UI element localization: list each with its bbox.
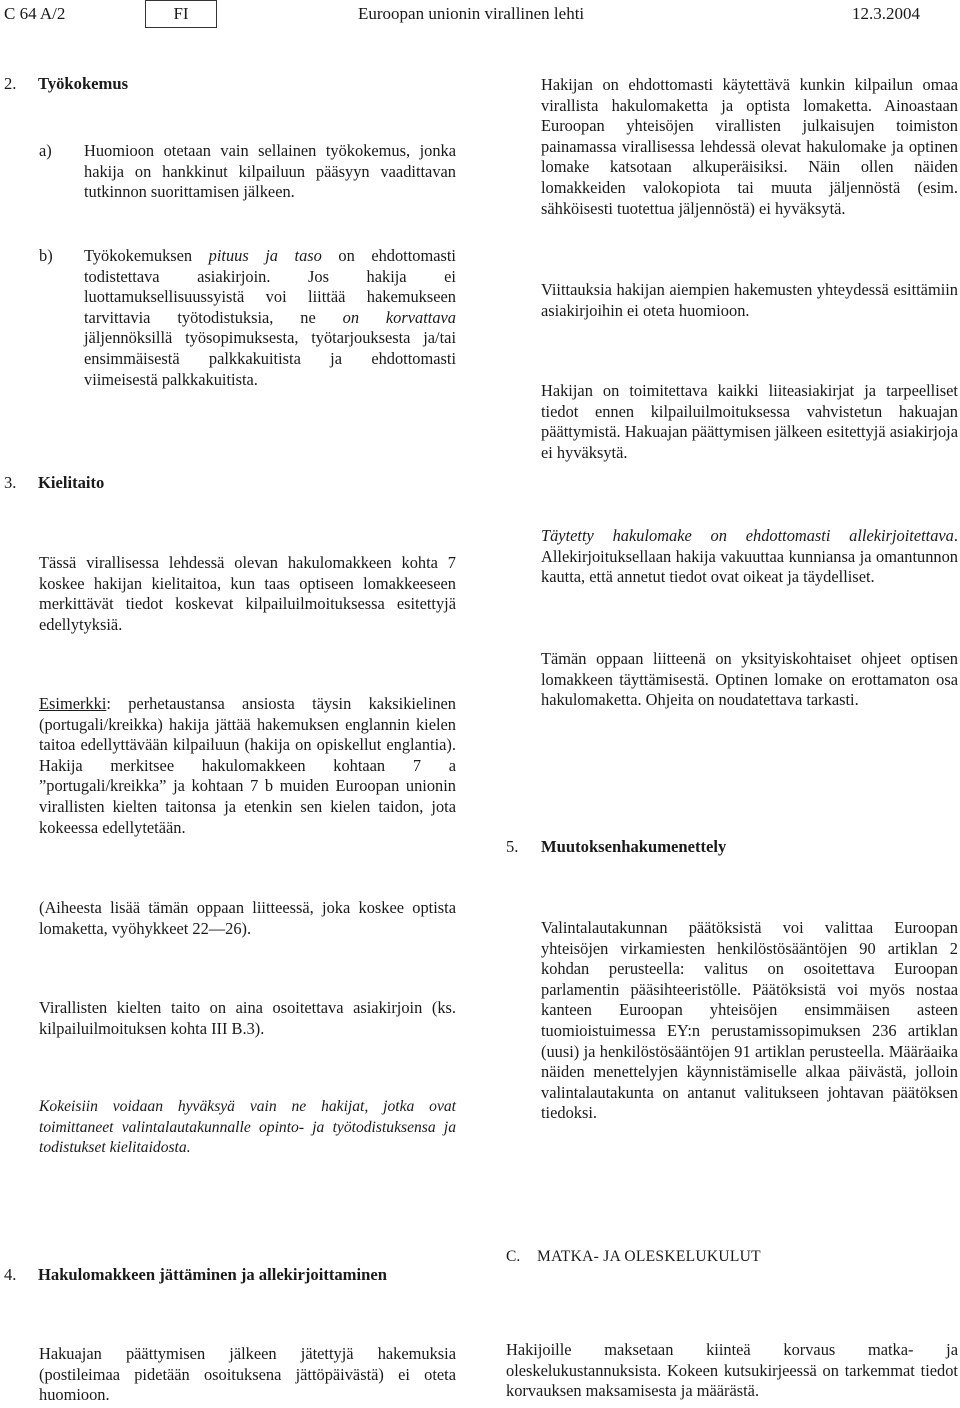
- page-reference: C 64 A/2: [4, 4, 66, 23]
- section-title: Työkokemus: [38, 74, 129, 93]
- paragraph: (Aiheesta lisää tämän oppaan liitteessä, joka koskee optista lomaketta, vyöhykkeet 22—26).: [39, 898, 456, 938]
- section-title: MATKA- JA OLESKELUKULUT: [537, 1248, 761, 1265]
- section-number: 4.: [4, 1265, 17, 1284]
- section-number: 5.: [506, 837, 519, 856]
- item-b-text: Työkokemuksen pituus ja taso on ehdottomasti todistettava asiakirjoin. Jos hakija ei luottamuksellisuussyistä voi liittää hakemukseen tarvittavia työtodistuksia, ne on korvattava jäljennöksillä työsopimuksesta, työtarjouksesta ja/tai ensimmäisestä palkkakuitista ja ehdottomasti viimeisestä palkkakuitista.: [84, 246, 456, 389]
- section-3-heading: [4, 472, 104, 493]
- example-paragraph: Esimerkki: perhetaustansa ansiosta täysin kaksikielinen (portugali/kreikka) hakija jättää hakemuksen englannin kielen taitoa edellyttävään kilpailuun (hakija on opiskellut englantia). Hakija merkitsee hakulomakkeen kohtaan 7 a ”portugali/kreikka” ja kohtaan 7 b muiden Euroopan unionin virallisten kielten taitonsa ja etenkin sen kielen taidon, jota kokeessa edellytetään.: [39, 694, 456, 837]
- item-a-label: a): [39, 141, 52, 160]
- paragraph: Hakijoille maksetaan kiinteä korvaus matka- ja oleskelukustannuksista. Kokeen kutsukirjeessä on tarkemmat tiedot korvauksen maksamisesta ja määrästä.: [506, 1340, 958, 1401]
- section-title: Muutoksenhakumenettely: [541, 837, 727, 856]
- paragraph: Tässä virallisessa lehdessä olevan hakulomakkeen kohta 7 koskee hakijan kielitaitoa, kun taas optiseen lomakkeeseen merkittävät tiedot koskevat kilpailuilmoituksessa esitettyjä edellytyksiä.: [39, 553, 456, 634]
- paragraph: Valintalautakunnan päätöksistä voi valittaa Euroopan yhteisöjen virkamiesten henkilöstösääntöjen 90 artiklan 2 kohdan perusteella: valitus on osoitettava Euroopan parlamentin pääsihteeristölle. Päätöksistä voi myös nostaa kanteen Euroopan yhteisöjen ensimmäisen asteen tuomioistuimessa EY:n perustamissopimuksen 236 artiklan (uusi) ja henkilöstösääntöjen 91 artiklan perusteella. Määräaika näiden menettelyjen käynnistämiselle alkaa päivästä, jolloin valintalautakunta on antanut valitukseen johtavan päätöksen tiedoksi.: [541, 918, 958, 1123]
- italic-note: Kokeisiin voidaan hyväksyä vain ne hakijat, jotka ovat toimittaneet valintalautakunnalle opinto- ja työtodistuksensa ja todistukset kielitaidosta.: [39, 1098, 456, 1157]
- item-a-text: Huomioon otetaan vain sellainen työkokemus, jonka hakija on hankkinut kilpailuun pääsyyn vaadittavan tutkinnon suorittamisen jälkeen.: [84, 141, 456, 202]
- section-2-heading: [4, 73, 128, 94]
- paragraph: Virallisten kielten taito on aina osoitettava asiakirjoin (ks. kilpailuilmoituksen kohta III B.3).: [39, 998, 456, 1038]
- section-number: 3.: [4, 473, 17, 492]
- paragraph: Viittauksia hakijan aiempien hakemusten yhteydessä esittämiin asiakirjoihin ei oteta huomioon.: [541, 280, 958, 320]
- section-5-heading: [506, 836, 726, 857]
- journal-title: Euroopan unionin virallinen lehti: [358, 4, 585, 23]
- item-b-label: b): [39, 246, 53, 265]
- language-code: FI: [173, 4, 189, 23]
- section-title: Hakulomakkeen jättäminen ja allekirjoittaminen: [38, 1265, 387, 1284]
- section-c-heading: [506, 1246, 761, 1267]
- publication-date: 12.3.2004: [852, 4, 920, 23]
- language-box: [145, 0, 217, 28]
- paragraph: Hakuajan päättymisen jälkeen jätettyjä hakemuksia (postileimaa pidetään osoituksena jättöpäivästä) ei oteta huomioon.: [39, 1344, 456, 1405]
- example-label: Esimerkki: [39, 694, 107, 713]
- section-4-heading: [4, 1264, 387, 1285]
- paragraph: Hakijan on toimitettava kaikki liiteasiakirjat ja tarpeelliset tiedot ennen kilpailuilmoituksessa vahvistetun hakuajan päättymistä. Hakuajan päättymisen jälkeen esitettyjä asiakirjoja ei hyväksytä.: [541, 381, 958, 462]
- section-number: C.: [506, 1248, 521, 1265]
- signature-paragraph: Täytetty hakulomake on ehdottomasti allekirjoitettava. Allekirjoituksellaan hakija vakuuttaa kunniansa ja omantunnon kautta, että annetut tiedot ovat oikeat ja täydelliset.: [541, 526, 958, 587]
- section-number: 2.: [4, 74, 17, 93]
- paragraph: Tämän oppaan liitteenä on yksityiskohtaiset ohjeet optisen lomakkeen täyttämisestä. Optinen lomake on erottamaton osa hakulomaketta. Ohjeita on noudatettava tarkasti.: [541, 649, 958, 710]
- section-title: Kielitaito: [38, 473, 105, 492]
- paragraph: Hakijan on ehdottomasti käytettävä kunkin kilpailun omaa virallista hakulomaketta ja optista lomaketta. Ainoastaan Euroopan yhteisöjen virallisten julkaisujen toimiston painamassa virallisessa lehdessä olevat hakulomake ja optinen lomake katsotaan alkuperäisiksi. Näin ollen näiden lomakkeiden valokopiota tai muuta jäljennöstä (esim. sähköisesti tuotettua jäljennöstä) ei hyväksytä.: [541, 75, 958, 218]
